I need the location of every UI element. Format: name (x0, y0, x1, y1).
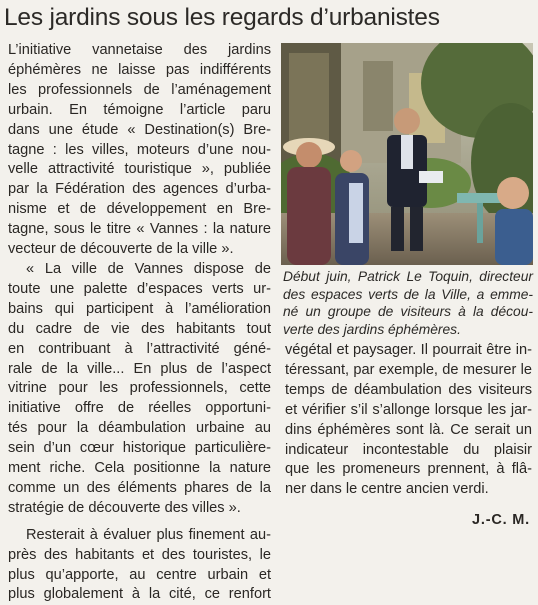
body-line: éphémères ne laisse pas indifférents (8, 61, 271, 78)
body-line: rale de la ville... En plus de l’aspect (8, 360, 271, 377)
body-line: ment riche. Cela positionne la nature (8, 460, 271, 477)
body-line: « La ville de Vannes dispose de (26, 260, 271, 277)
article-body-left-column (8, 41, 271, 605)
body-line: du cadre de vie des habitants tout (8, 320, 271, 337)
body-line: végétal et paysager. Il pourrait être in- (285, 342, 532, 358)
body-line: dans une étude « Destination(s) Bre- (8, 121, 271, 138)
body-line: ner dans le centre ancien verdi. (285, 481, 489, 498)
body-line: velle attractivité touristique », publiée (8, 161, 271, 178)
body-line: nisme et de développement en Bre- (8, 201, 271, 218)
body-line: vitrine pour les professionnels, cette (8, 380, 271, 397)
body-line: près des habitants et des touristes, le (8, 546, 271, 563)
caption-line: Début juin, Patrick Le Toquin, directeur (283, 269, 533, 284)
caption-line: des espaces verts de la Ville, a emme- (283, 286, 533, 302)
author-signature: J.-C. M. (472, 512, 530, 528)
body-line: vecteur de découverte de la ville ». (8, 241, 234, 258)
body-line: sein d’un cœur historique particulière- (8, 440, 271, 457)
body-line: bains qui participent à l’amélioration (8, 300, 271, 317)
visitor-group-in-garden-photo (281, 43, 533, 265)
body-line: tés pour la déambulation urbaine au (8, 420, 271, 437)
body-line: urbain. En témoigne l’article paru (8, 101, 271, 118)
body-line: et vérifier s’il s’allonge lorsque les jar- (285, 401, 532, 418)
body-line: plus globalement à la cité, ce renfort (8, 586, 271, 603)
body-line: tagne : les villes, moteurs d’une nou- (8, 141, 271, 158)
body-line: initiative offre de réelles opportuni- (8, 400, 271, 417)
body-line: les professionnels de l’aménagement (8, 81, 271, 98)
article-title: Les jardins sous les regards d’urbanistes (4, 4, 440, 31)
body-line: L’initiative vannetaise des jardins (8, 42, 271, 58)
body-line: tagne, sous le titre « Vannes : la nature (8, 221, 271, 238)
article-body-right-column (285, 341, 532, 500)
body-line: temps de déambulation des visiteurs (285, 381, 532, 398)
body-line: Resterait à évaluer plus finement au- (26, 526, 271, 543)
caption-line: verte des jardins éphémères. (283, 321, 461, 337)
caption-line: né un groupe de visiteurs à la décou- (283, 304, 533, 320)
body-line: indicateur incontestable du plaisir (285, 441, 532, 458)
body-line: comme un des éléments phares de la (8, 479, 271, 496)
body-line: plus qu’apporte, au centre urbain et (8, 566, 271, 583)
body-line: par la Fédération des agences d’urba- (8, 181, 271, 198)
body-line: téressant, par exemple, de mesurer le (285, 361, 532, 378)
body-line: que les promeneurs prennent, à flâ- (285, 461, 532, 478)
body-line: stratégie de découverte des villes ». (8, 499, 241, 516)
body-line: dins éphémères sont là. Ce serait un (285, 421, 532, 438)
body-line: toute une palette d’espaces verts ur- (8, 280, 271, 297)
photo-caption (283, 268, 533, 338)
body-line: en contribuant à l’attractivité géné- (8, 340, 271, 357)
